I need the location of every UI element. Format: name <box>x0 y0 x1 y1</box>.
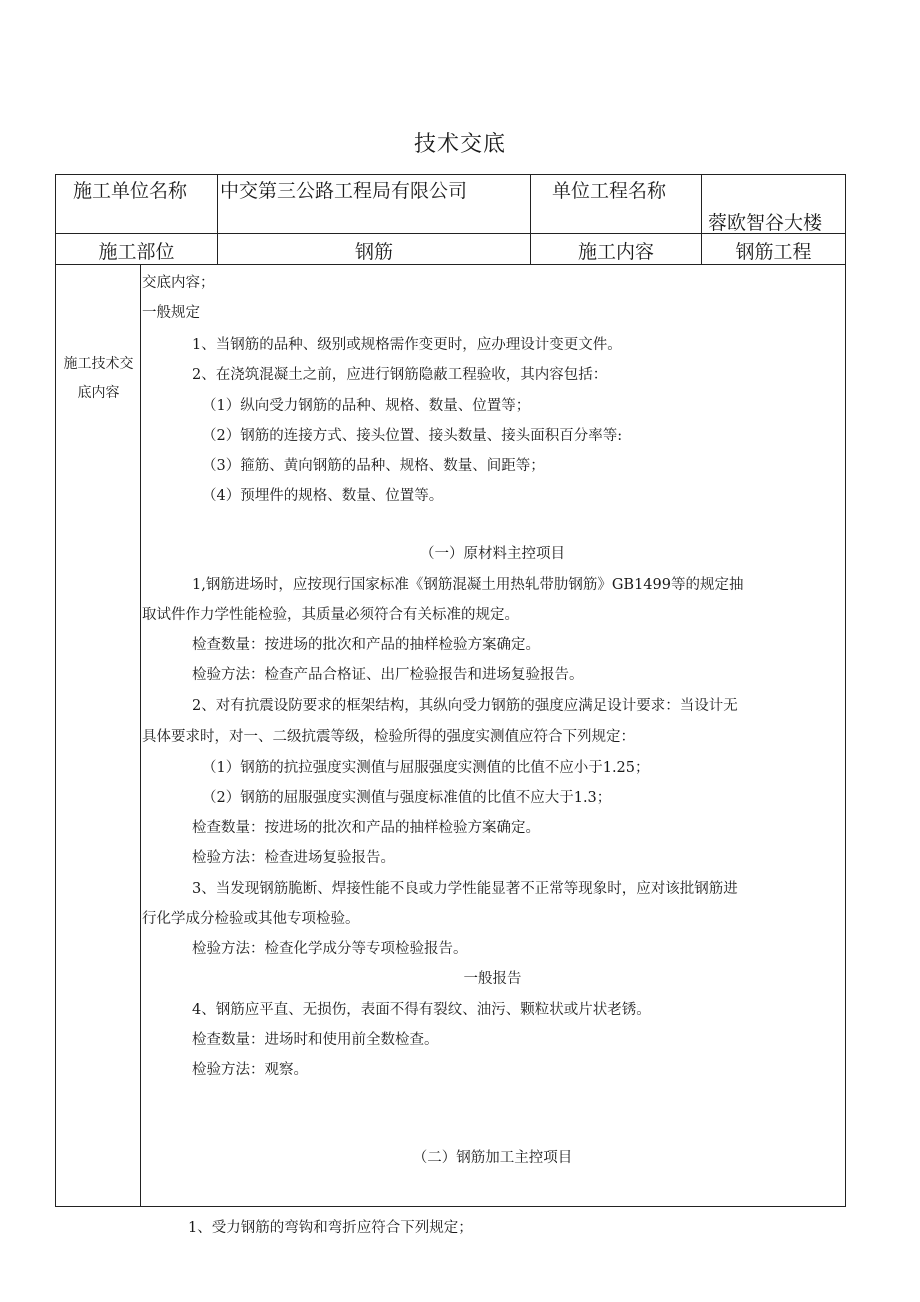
body-line: 具体要求时，对一、二级抗震等级，检验所得的强度实测值应符合下列规定： <box>142 729 635 745</box>
project-label: 单位工程名称 <box>552 180 667 202</box>
part-value: 钢筋 <box>354 241 393 263</box>
body-line: 检查数量：按进场的批次和产品的抽样检验方案确定。 <box>192 820 540 836</box>
section-heading: 一般报告 <box>463 971 522 987</box>
body-line: 检验方法：检查化学成分等专项检验报告。 <box>192 941 468 957</box>
body-line: 4、钢筋应平直、无损伤，表面不得有裂纹、油污、颗粒状或片状老锈。 <box>192 1002 651 1018</box>
section-heading: （一）原材料主控项目 <box>420 546 565 562</box>
body-line: （1）钢筋的抗拉强度实测值与屈服强度实测值的比值不应小于1.25； <box>202 760 650 776</box>
content-label: 施工内容 <box>577 241 654 263</box>
unit-value: 中交第三公路工程局有限公司 <box>220 180 468 202</box>
content-value: 钢筋工程 <box>735 241 812 263</box>
table-rule <box>55 264 846 265</box>
body-line: 检验方法：检查进场复验报告。 <box>192 850 395 866</box>
body-line: 检查数量：进场时和使用前全数检查。 <box>192 1032 439 1048</box>
body-line: （2）钢筋的连接方式、接头位置、接头数量、接头面积百分率等: <box>202 428 623 444</box>
unit-label: 施工单位名称 <box>73 180 188 202</box>
part-label: 施工部位 <box>98 241 175 263</box>
body-line: 检查数量：按进场的批次和产品的抽样检验方案确定。 <box>192 637 540 653</box>
body-line: 行化学成分检验或其他专项检验。 <box>142 911 360 927</box>
disclosure-table <box>55 174 846 1207</box>
body-line: （2）钢筋的屈服强度实测值与强度标准值的比值不应大于1.3； <box>202 790 612 806</box>
section-label <box>57 350 140 408</box>
body-line: （4）预埋件的规格、数量、位置等。 <box>202 488 444 504</box>
section-heading: （二）钢筋加工主控项目 <box>412 1150 573 1166</box>
body-line: 3、当发现钢筋脆断、焊接性能不良或力学性能显著不正常等现象时，应对该批钢筋进 <box>192 881 738 897</box>
body-line: 取试件作力学性能检验，其质量必须符合有关标准的规定。 <box>142 607 519 623</box>
body-line: 一般规定 <box>142 305 200 321</box>
body-line: 2、对有抗震设防要求的框架结构，其纵向受力钢筋的强度应满足设计要求：当设计无 <box>192 698 738 714</box>
page-title: 技术交底 <box>413 132 506 157</box>
body-line: 2、在浇筑混凝土之前，应进行钢筋隐蔽工程验收，其内容包括： <box>192 367 608 383</box>
section-label-line: 底内容 <box>77 385 120 401</box>
body-line: （1）纵向受力钢筋的品种、规格、数量、位置等； <box>202 398 531 414</box>
table-rule <box>140 264 141 1207</box>
body-line: 1、当钢筋的品种、级别或规格需作变更时，应办理设计变更文件。 <box>192 337 622 353</box>
body-line: 1,钢筋进场时，应按现行国家标准《钢筋混凝土用热轧带肋钢筋》GB1499等的规定抽 <box>192 577 744 593</box>
body-line: （3）箍筋、黄向钢筋的品种、规格、数量、间距等； <box>202 458 545 474</box>
project-value: 蓉欧智谷大楼 <box>708 212 823 234</box>
section-label-line: 施工技术交 <box>63 356 134 372</box>
body-line: 检验方法：检查产品合格证、出厂检验报告和进场复验报告。 <box>192 667 584 683</box>
body-line: 交底内容； <box>142 275 215 291</box>
body-line: 检验方法：观察。 <box>192 1062 308 1078</box>
footer-line: 1、受力钢筋的弯钩和弯折应符合下列规定； <box>188 1220 473 1236</box>
